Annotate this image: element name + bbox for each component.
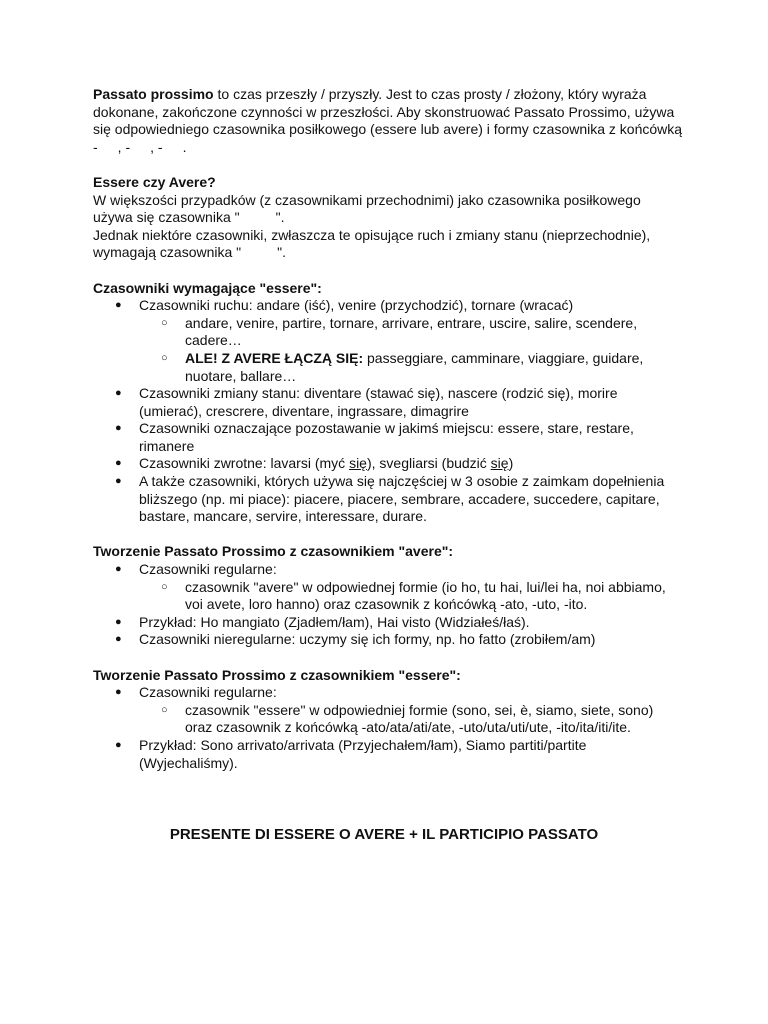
underlined-text: się xyxy=(349,455,367,472)
list-item xyxy=(93,561,683,614)
section-heading-text: Tworzenie Passato Prossimo z czasownikiem "essere": xyxy=(93,666,461,683)
paragraph-text: Jednak niektóre czasowniki, zwłaszcza te opisujące ruch i zmiany stanu (nieprzechodnie), wymagają czasownika " xyxy=(93,226,651,261)
section-heading xyxy=(93,280,683,298)
list-item xyxy=(93,297,683,385)
bullet-list xyxy=(93,684,683,772)
intro-separator: , - xyxy=(117,138,131,155)
sub-list-item xyxy=(139,350,683,385)
avere-formation-section xyxy=(93,543,683,649)
list-item: ● Czasowniki nieregularne: uczymy się ich formy, np. ho fatto (zrobiłem/am) xyxy=(93,631,683,649)
emphasis-text: ALE! Z AVERE ŁĄCZĄ SIĘ: xyxy=(185,349,364,366)
section-heading-text: Essere czy Avere? xyxy=(93,173,216,190)
essere-formation-section xyxy=(93,667,683,773)
list-item xyxy=(93,455,683,473)
sub-list-item: ○ czasownik "essere" w odpowiedniej formie (sono, sei, è, siamo, siete, sono) oraz czasownik z końcówką -ato/ata/ati/ate, -uto/uta/uti/ute, -ito/ita/iti/ite. xyxy=(139,702,683,737)
list-item xyxy=(93,684,683,737)
section-heading-text: Czasowniki wymagające "essere": xyxy=(93,279,322,296)
sub-bullet-list xyxy=(139,315,683,385)
paragraph-text: W większości przypadków (z czasownikami przechodnimi) jako czasownika posiłkowego używa się czasownika " xyxy=(93,191,641,226)
list-item-text: passeggiare, camminare, viaggiare, guidare, nuotare, ballare… xyxy=(185,349,644,384)
underlined-text: się xyxy=(490,455,509,472)
intro-separator: , - xyxy=(150,138,163,155)
essere-verbs-section xyxy=(93,280,683,526)
list-item-text: ), svegliarsi (budzić xyxy=(366,455,491,472)
section-heading xyxy=(93,667,683,685)
list-item: ● Przykład: Sono arrivato/arrivata (Przyjechałem/łam), Siamo partiti/partite (Wyjechaliśmy). xyxy=(93,737,683,772)
intro-end: . xyxy=(182,138,187,155)
footer-title: PRESENTE DI ESSERE O AVERE + IL PARTICIPIO PASSATO xyxy=(169,826,599,843)
bullet-list xyxy=(93,561,683,649)
document-body xyxy=(93,86,683,772)
section-heading xyxy=(93,543,683,561)
list-item: ● Czasowniki zmiany stanu: diventare (stawać się), nascere (rodzić się), morire (umierać), crescrere, diventare, ingrassare, dimagrire xyxy=(93,385,683,420)
section-heading xyxy=(93,174,683,192)
section-heading-text: Tworzenie Passato Prossimo z czasownikiem "avere": xyxy=(93,543,454,560)
intro-text: to czas przeszły / przyszły. Jest to czas prosty / złożony, który wyraża dokonane, zakończone czynności w przeszłości. Aby skonstruować Passato Prossimo, używa się odpowiedniego czasownika posiłkowego (essere lub avere) i formy czasownika z końcówką - xyxy=(93,86,683,155)
essere-avere-section xyxy=(93,174,683,262)
list-item-text: ) xyxy=(508,455,514,472)
list-item: ● Przykład: Ho mangiato (Zjadłem/łam), Hai visto (Widziałeś/łaś). xyxy=(93,614,683,632)
list-item-text: Czasowniki regularne: xyxy=(139,684,277,701)
intro-term: Passato prossimo xyxy=(93,86,214,102)
bullet-list xyxy=(93,297,683,526)
list-item-text: Czasowniki ruchu: andare (iść), venire (przychodzić), tornare (wracać) xyxy=(139,297,574,314)
sub-list-item: ○ czasownik "avere" w odpowiednej formie (io ho, tu hai, lui/lei ha, noi abbiamo, voi avete, loro hanno) oraz czasownik z końcówką -ato, -uto, -ito. xyxy=(139,579,683,614)
list-item: ● A także czasowniki, których używa się najczęściej w 3 osobie z zaimkam dopełnienia bliższego (np. mi piace): piacere, piacere, sembrare, accadere, succedere, capitare, bastare, mancare, servire, interessare, durare. xyxy=(93,473,683,526)
sub-bullet-list xyxy=(139,702,683,737)
list-item-text: Czasowniki zwrotne: lavarsi (myć xyxy=(139,455,350,472)
sub-list-item: ○ andare, venire, partire, tornare, arrivare, entrare, uscire, salire, scendere, cadere… xyxy=(139,315,683,350)
essere-avere-paragraph xyxy=(93,192,683,227)
list-item-text: Czasowniki regularne: xyxy=(139,561,277,578)
paragraph-text: ". xyxy=(277,244,287,261)
list-item: ● Czasowniki oznaczające pozostawanie w jakimś miejscu: essere, stare, restare, rimanere xyxy=(93,420,683,455)
essere-avere-paragraph xyxy=(93,227,683,262)
paragraph-text: ". xyxy=(275,209,285,226)
sub-bullet-list xyxy=(139,579,683,614)
intro-paragraph xyxy=(93,86,683,156)
